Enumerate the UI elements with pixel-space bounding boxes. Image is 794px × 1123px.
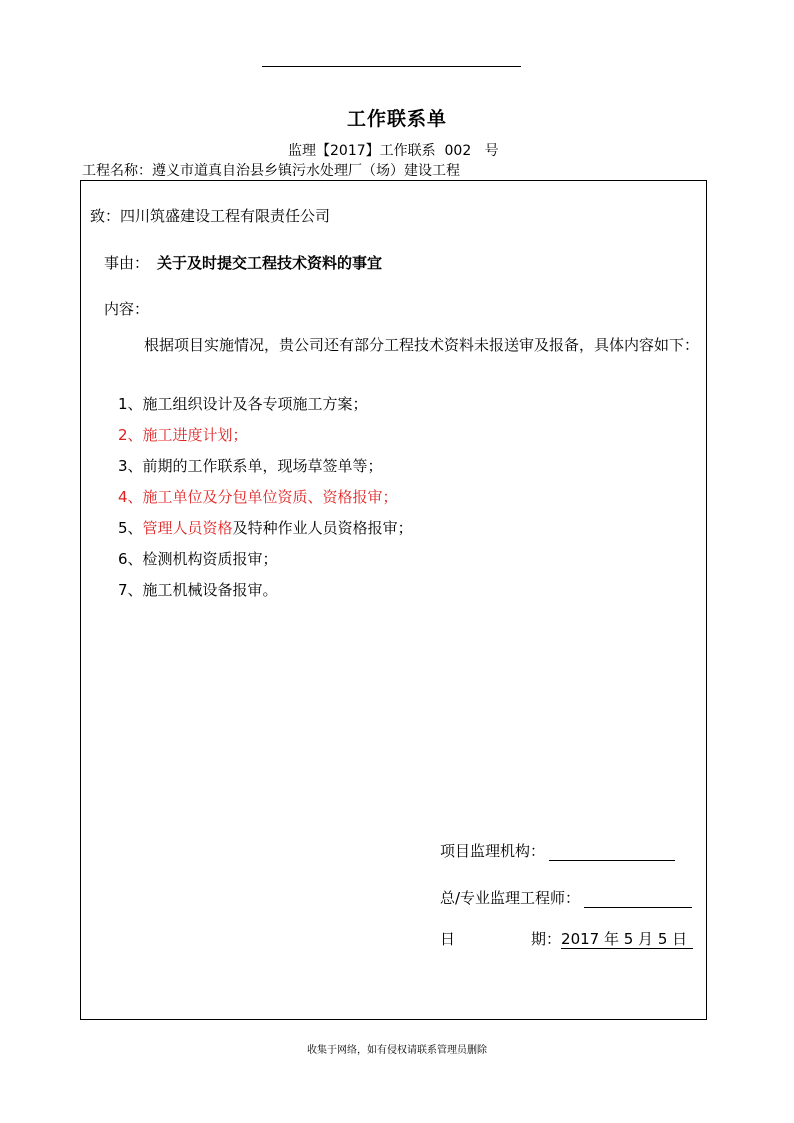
date-label-part1: 日 (440, 930, 456, 948)
recipient: 致：四川筑盛建设工程有限责任公司 (90, 207, 331, 225)
page-title: 工作联系单 (346, 108, 447, 130)
body-paragraph: 根据项目实施情况，贵公司还有部分工程技术资料未报送审及报备，具体内容如下： (144, 336, 700, 354)
list-item: 3、前期的工作联系单，现场草签单等； (118, 457, 383, 475)
list-item: 2、施工进度计划； (118, 426, 248, 444)
date-value: 2017 年 5 月 5 日 (561, 930, 693, 949)
list-item: 6、检测机构资质报审； (118, 550, 278, 568)
list-item (118, 487, 398, 507)
signature-engineer-blank (584, 891, 692, 908)
date-label-part2: 期： (531, 930, 562, 948)
signature-org-blank (549, 844, 675, 861)
content-label: 内容： (104, 300, 150, 318)
header-rule (262, 66, 521, 67)
footer-note: 收集于网络，如有侵权请联系管理员删除 (307, 1045, 487, 1056)
list-item-number: 5、 (118, 519, 143, 537)
project-name: 工程名称：遵义市道真自治县乡镇污水处理厂（场）建设工程 (82, 163, 460, 179)
list-item-number: 4、 (118, 488, 143, 506)
signature-engineer-label: 总/专业监理工程师： (440, 889, 581, 907)
list-item (118, 518, 413, 538)
list-item: 1、施工组织设计及各专项施工方案； (118, 395, 368, 413)
subject-text: 关于及时提交工程技术资料的事宜 (157, 254, 383, 272)
list-item-text: 施工单位及分包单位资质、资格报审； (142, 488, 398, 506)
list-item-text: 及特种作业人员资格报审； (232, 519, 413, 537)
signature-org-row (440, 841, 675, 861)
signature-org-label: 项目监理机构： (440, 842, 546, 860)
list-item-highlight: 管理人员资格 (142, 519, 233, 537)
subject-label: 事由： (104, 254, 150, 272)
list-item: 7、施工机械设备报审。 (118, 581, 278, 599)
subject-row (104, 253, 382, 273)
signature-date-row (440, 929, 693, 949)
document-number: 监理【2017】工作联系 002 号 (288, 143, 499, 159)
signature-engineer-row (440, 888, 692, 908)
